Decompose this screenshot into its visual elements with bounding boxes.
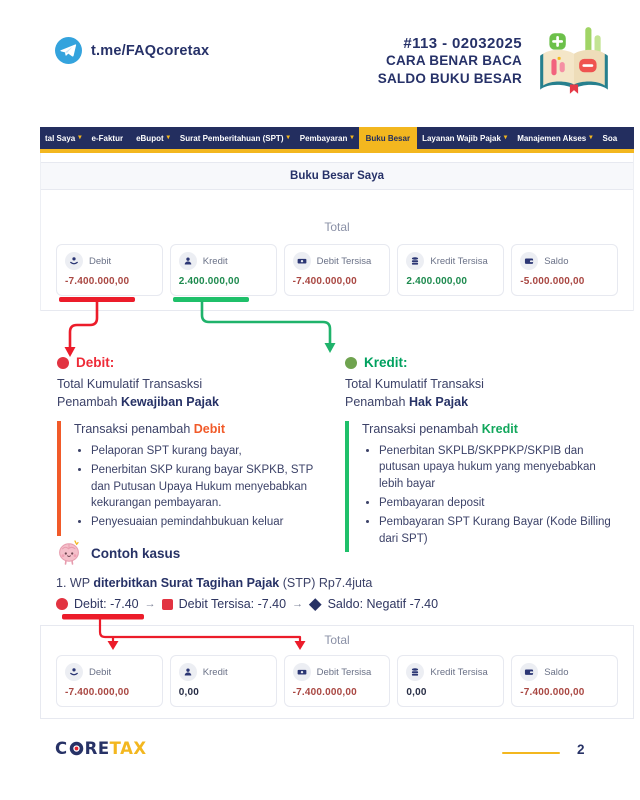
footer-accent-line bbox=[502, 752, 560, 754]
list-item: • Pelaporan SPT kurang bayar, bbox=[91, 443, 325, 459]
chevron-down-icon: ▾ bbox=[589, 133, 593, 141]
nav-item-pembayaran[interactable]: Pembayaran ▾ bbox=[299, 133, 354, 143]
page-title-line1: CARA BENAR BACA bbox=[386, 53, 522, 68]
toolbar-spacer bbox=[41, 153, 633, 163]
debit-highlight-bar bbox=[59, 297, 135, 302]
panel-body bbox=[41, 190, 633, 311]
chevron-down-icon: ▾ bbox=[286, 133, 290, 141]
kredit-tersisa-value: 0,00 bbox=[406, 687, 427, 698]
brain-icon bbox=[58, 540, 82, 566]
wallet-icon bbox=[520, 252, 538, 270]
red-circle-icon bbox=[56, 598, 68, 610]
chevron-down-icon: ▾ bbox=[166, 133, 170, 141]
kredit-tersisa-card: Kredit Tersisa 2.400.000,00 bbox=[397, 244, 504, 296]
wallet-icon bbox=[520, 663, 538, 681]
summary-cards-row bbox=[41, 244, 633, 296]
hand-coin-icon bbox=[65, 252, 83, 270]
debit-card: Debit -7.400.000,00 bbox=[56, 244, 163, 296]
case-study-title-row bbox=[58, 540, 180, 566]
saldo-card: Saldo -7.400.000,00 bbox=[511, 655, 618, 707]
case-flow-line: Debit: -7.40 → Debit Tersisa: -7.40 → Saldo: Negatif -7.40 bbox=[56, 597, 438, 611]
kredit-card: Kredit 0,00 bbox=[170, 655, 277, 707]
chevron-down-icon: ▾ bbox=[350, 133, 354, 141]
saldo-card: Saldo -5.000.000,00 bbox=[511, 244, 618, 296]
telegram-link[interactable] bbox=[55, 37, 209, 64]
kredit-value: 2.400.000,00 bbox=[178, 276, 240, 287]
list-item: • Penerbitan SKP kurang bayar SKPKB, STP dan Putusan Upaya Hukum menyebabkan kekurangan pembayaran. bbox=[91, 462, 325, 511]
user-badge-icon bbox=[179, 663, 197, 681]
telegram-handle[interactable]: t.me/FAQcoretax bbox=[91, 42, 210, 59]
kredit-explanation bbox=[345, 355, 613, 552]
red-dot-icon bbox=[57, 357, 69, 369]
kredit-box-heading: Transaksi penambah Kredit bbox=[362, 422, 518, 436]
kredit-heading: Kredit: bbox=[364, 355, 408, 370]
page-number: 2 bbox=[577, 742, 585, 757]
chevron-down-icon: ▾ bbox=[503, 133, 508, 141]
debit-tersisa-card: Debit Tersisa -7.400.000,00 bbox=[284, 244, 391, 296]
coretax-o-target-icon bbox=[69, 741, 84, 756]
kredit-transactions-box bbox=[345, 421, 613, 552]
diamond-icon bbox=[309, 598, 321, 610]
nav-item-manajemen-akses[interactable]: Manajemen Akses ▾ bbox=[517, 133, 593, 143]
list-item: • Penyesuaian pemindahbukuan keluar bbox=[91, 514, 325, 530]
total-group-label: Total bbox=[324, 633, 350, 647]
debit-tersisa-value: -7.400.000,00 bbox=[292, 687, 357, 698]
case-study-title: Contoh kasus bbox=[91, 545, 181, 561]
nav-item-spt[interactable]: Surat Pemberitahuan (SPT) ▾ bbox=[179, 133, 290, 143]
debit-bullet-list bbox=[74, 443, 325, 531]
user-badge-icon bbox=[179, 252, 197, 270]
kredit-desc-line2: Penambah Hak Pajak bbox=[345, 394, 469, 409]
kredit-desc-line1: Total Kumulatif Transaksi bbox=[345, 377, 484, 391]
debit-value: -7.400.000,00 bbox=[65, 276, 130, 287]
saldo-value: -7.400.000,00 bbox=[520, 687, 585, 698]
list-item: • Pembayaran SPT Kurang Bayar (Kode Billing dari SPT) bbox=[379, 514, 613, 547]
green-dot-icon bbox=[345, 357, 357, 369]
telegram-icon bbox=[55, 37, 82, 64]
coretax-logo: C RE TAX bbox=[55, 739, 147, 758]
nav-item-e-faktur[interactable]: e-Faktur bbox=[91, 133, 124, 143]
arrow-right-icon: → bbox=[292, 598, 304, 610]
app-navbar bbox=[40, 127, 634, 149]
red-square-icon bbox=[162, 599, 173, 610]
nav-item-soal[interactable]: Soa bbox=[602, 133, 618, 143]
kredit-value: 0,00 bbox=[178, 687, 200, 698]
debit-box-heading: Transaksi penambah Debit bbox=[74, 422, 226, 436]
kredit-bullet-list bbox=[362, 443, 613, 547]
coins-icon bbox=[406, 663, 424, 681]
kredit-tersisa-card: Kredit Tersisa 0,00 bbox=[397, 655, 504, 707]
list-item: • Penerbitan SKPLB/SKPPKP/SKPIB dan putusan upaya hukum yang menyebabkan lebih bayar bbox=[379, 443, 613, 492]
hand-coin-icon bbox=[65, 663, 83, 681]
buku-besar-panel bbox=[40, 153, 634, 311]
banknote-icon bbox=[293, 663, 311, 681]
nav-item-ebupot[interactable]: eBupot ▾ bbox=[136, 133, 170, 143]
coretax-screenshot bbox=[40, 127, 634, 311]
chevron-down-icon: ▾ bbox=[78, 133, 82, 141]
kredit-card: Kredit 2.400.000,00 bbox=[170, 244, 277, 296]
debit-desc-line2: Penambah Kewajiban Pajak bbox=[57, 394, 219, 409]
kredit-highlight-bar bbox=[173, 297, 249, 302]
list-item: • Pembayaran deposit bbox=[379, 495, 613, 511]
debit-explanation bbox=[57, 355, 325, 536]
debit-heading: Debit: bbox=[76, 355, 115, 370]
debit-transactions-box bbox=[57, 421, 325, 536]
debit-card: Debit -7.400.000,00 bbox=[56, 655, 163, 707]
arrow-right-icon: → bbox=[144, 598, 156, 610]
debit-value: -7.400.000,00 bbox=[65, 687, 130, 698]
page-title-line2: SALDO BUKU BESAR bbox=[377, 70, 522, 86]
case-summary-cards-row bbox=[41, 655, 633, 707]
coins-icon bbox=[406, 252, 424, 270]
debit-tersisa-value: -7.400.000,00 bbox=[292, 276, 357, 287]
header-title-block bbox=[378, 35, 522, 87]
panel-title: Buku Besar Saya bbox=[41, 163, 633, 190]
ledger-book-icon bbox=[534, 24, 614, 104]
nav-item-buku-besar[interactable]: Buku Besar bbox=[359, 127, 417, 149]
case-item-1: 1. WP diterbitkan Surat Tagihan Pajak (STP) Rp7.4juta bbox=[56, 576, 373, 590]
kredit-tersisa-value: 2.400.000,00 bbox=[406, 276, 468, 287]
issue-number: #113 - 02032025 bbox=[403, 35, 522, 52]
total-group-label: Total bbox=[324, 220, 350, 234]
saldo-value: -5.000.000,00 bbox=[520, 276, 585, 287]
debit-desc-line1: Total Kumulatif Transasksi bbox=[57, 377, 203, 391]
case-result-panel bbox=[40, 625, 634, 719]
nav-item-portal-saya[interactable]: tal Saya ▾ bbox=[45, 133, 82, 143]
nav-item-layanan-wajib-pajak[interactable]: Layanan Wajib Pajak ▾ bbox=[422, 133, 508, 143]
debit-tersisa-card: Debit Tersisa -7.400.000,00 bbox=[284, 655, 391, 707]
banknote-icon bbox=[293, 252, 311, 270]
